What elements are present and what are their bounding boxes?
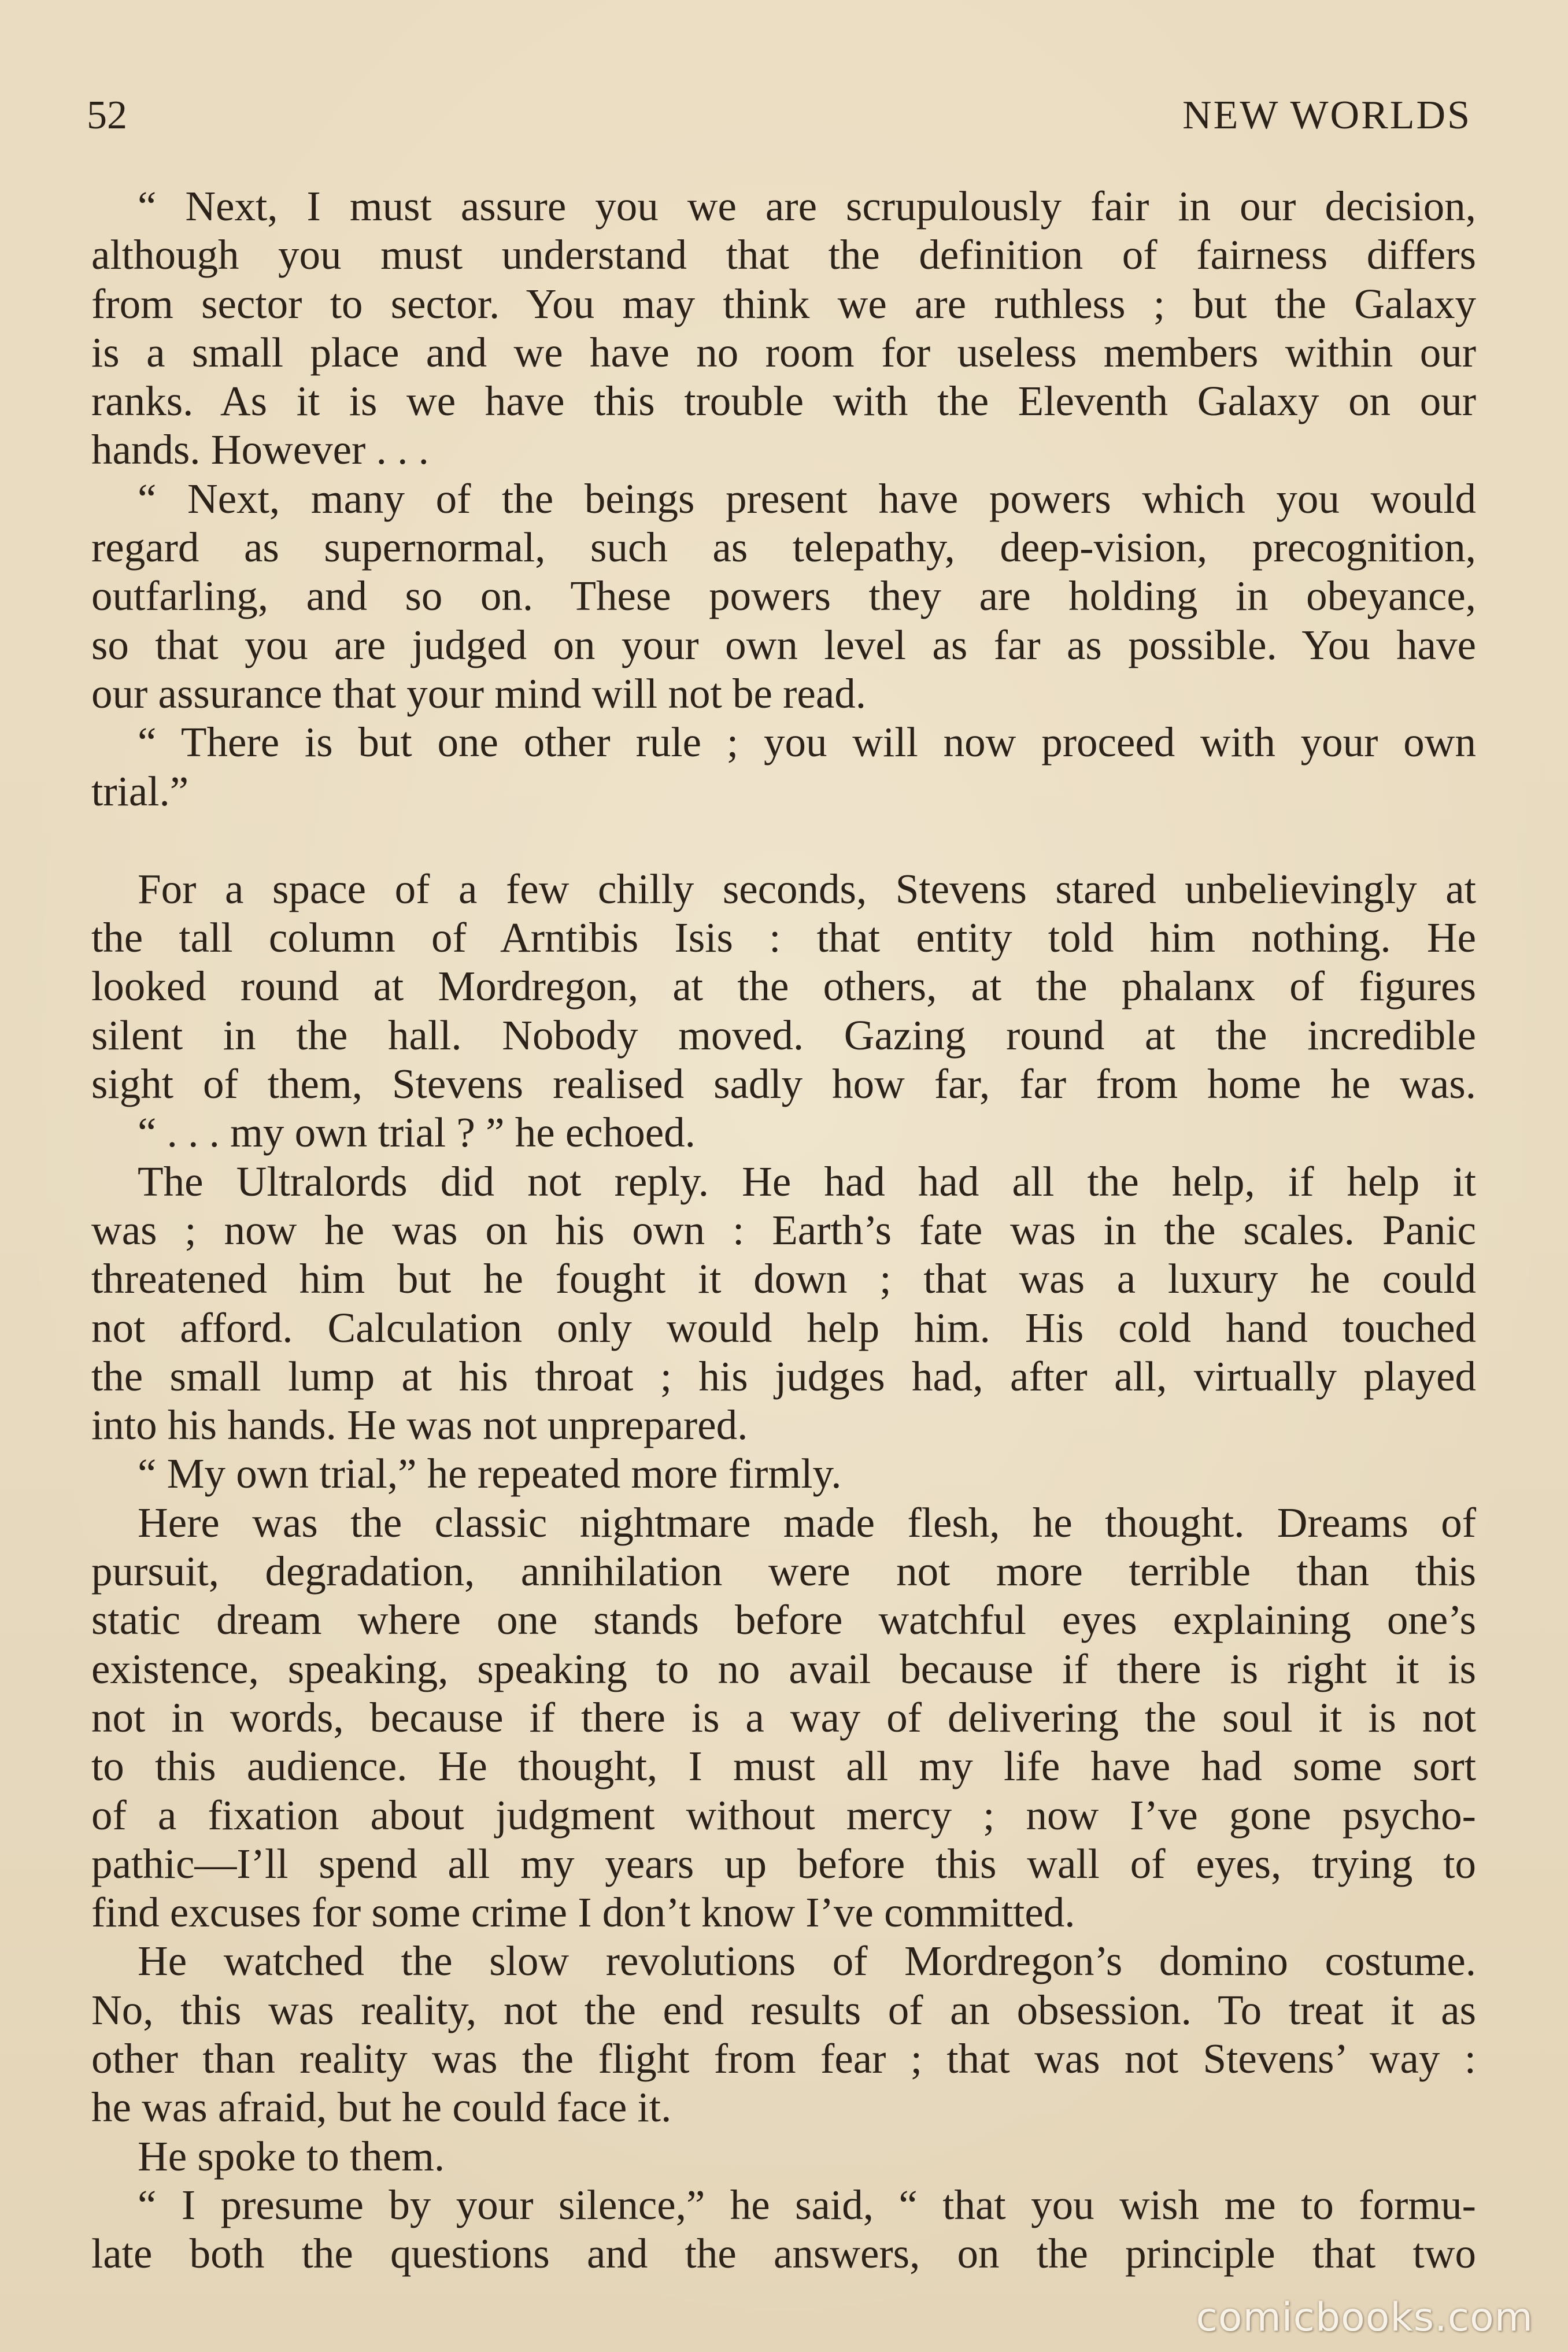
text-line: “ I presume by your silence,” he said, “ that you wish me to formu-	[138, 2181, 1476, 2228]
text-line: He spoke to them.	[138, 2132, 445, 2180]
text-line: regard as supernormal, such as telepathy, deep-vision, precognition,	[91, 524, 1476, 571]
page-number: 52	[87, 93, 127, 138]
text-line: silent in the hall. Nobody moved. Gazing round at the incredible	[91, 1011, 1476, 1059]
paragraph	[91, 2181, 1476, 2279]
text-line: He watched the slow revolutions of Mordregon’s domino costume.	[138, 1937, 1476, 1985]
paragraph	[91, 865, 1476, 1108]
paragraph	[91, 2132, 1476, 2181]
text-line: into his hands. He was not unprepared.	[91, 1401, 748, 1449]
paragraph	[91, 475, 1476, 718]
watermark: comicbooks.com	[1196, 2295, 1533, 2340]
text-line: to this audience. He thought, I must all my life have had some sort	[91, 1743, 1476, 1790]
text-line: although you must understand that the definition of fairness differs	[91, 231, 1476, 279]
text-line: static dream where one stands before watchful eyes explaining one’s	[91, 1596, 1476, 1644]
text-line: is a small place and we have no room for useless members within our	[91, 328, 1476, 376]
paragraph	[91, 1937, 1476, 2132]
text-line: not afford. Calculation only would help him. His cold hand touched	[91, 1304, 1476, 1351]
body-text	[91, 182, 1476, 2278]
text-line: The Ultralords did not reply. He had had all the help, if help it	[138, 1157, 1476, 1205]
section-break	[91, 816, 1476, 865]
text-line: Here was the classic nightmare made flesh, he thought. Dreams of	[138, 1499, 1476, 1546]
text-line: he was afraid, but he could face it.	[91, 2084, 672, 2131]
running-title: NEW WORLDS	[1182, 93, 1471, 138]
text-line: so that you are judged on your own level as far as possible. You have	[91, 621, 1476, 668]
text-line: No, this was reality, not the end results of an obsession. To treat it as	[91, 1986, 1476, 2033]
text-line: hands. However . . .	[91, 426, 429, 474]
text-line: ranks. As it is we have this trouble with the Eleventh Galaxy on our	[91, 378, 1476, 425]
text-line: threatened him but he fought it down ; that was a luxury he could	[91, 1255, 1476, 1303]
paragraph	[91, 1108, 1476, 1157]
text-line: late both the questions and the answers, on the principle that two	[91, 2230, 1476, 2277]
text-line: from sector to sector. You may think we are ruthless ; but the Galaxy	[91, 280, 1476, 327]
paragraph	[91, 182, 1476, 475]
text-line: the tall column of Arntibis Isis : that entity told him nothing. He	[91, 914, 1476, 961]
paragraph	[91, 1449, 1476, 1498]
text-line: For a space of a few chilly seconds, Stevens stared unbelievingly at	[138, 865, 1476, 912]
paragraph	[91, 718, 1476, 816]
text-line: find excuses for some crime I don’t know I’ve committed.	[91, 1889, 1075, 1936]
text-line: sight of them, Stevens realised sadly how far, far from home he was.	[91, 1060, 1476, 1108]
text-line: pursuit, degradation, annihilation were not more terrible than this	[91, 1548, 1476, 1595]
text-line: other than reality was the flight from fear ; that was not Stevens’ way :	[91, 2035, 1476, 2082]
text-line: “ There is but one other rule ; you will now proceed with your own	[138, 719, 1476, 766]
paragraph	[91, 1157, 1476, 1450]
text-line: looked round at Mordregon, at the others, at the phalanx of figures	[91, 963, 1476, 1010]
text-line: “ . . . my own trial ? ” he echoed.	[138, 1109, 696, 1156]
text-line: the small lump at his throat ; his judges had, after all, virtually played	[91, 1352, 1476, 1400]
text-line: “ Next, I must assure you we are scrupulously fair in our decision,	[138, 183, 1476, 230]
text-line: of a fixation about judgment without mercy ; now I’ve gone psycho-	[91, 1791, 1476, 1839]
text-line: outfarling, and so on. These powers they are holding in obeyance,	[91, 572, 1476, 620]
text-line: “ Next, many of the beings present have powers which you would	[138, 475, 1476, 522]
page-header	[87, 87, 1471, 145]
text-line: was ; now he was on his own : Earth’s fate was in the scales. Panic	[91, 1206, 1476, 1253]
text-line: not in words, because if there is a way of delivering the soul it is not	[91, 1693, 1476, 1741]
text-line: “ My own trial,” he repeated more firmly.	[138, 1450, 842, 1497]
text-line: existence, speaking, speaking to no avail because if there is right it is	[91, 1645, 1476, 1692]
text-line: trial.”	[91, 767, 189, 815]
paragraph	[91, 1499, 1476, 1937]
text-line: our assurance that your mind will not be read.	[91, 670, 866, 717]
text-line: pathic—I’ll spend all my years up before this wall of eyes, trying to	[91, 1840, 1476, 1887]
